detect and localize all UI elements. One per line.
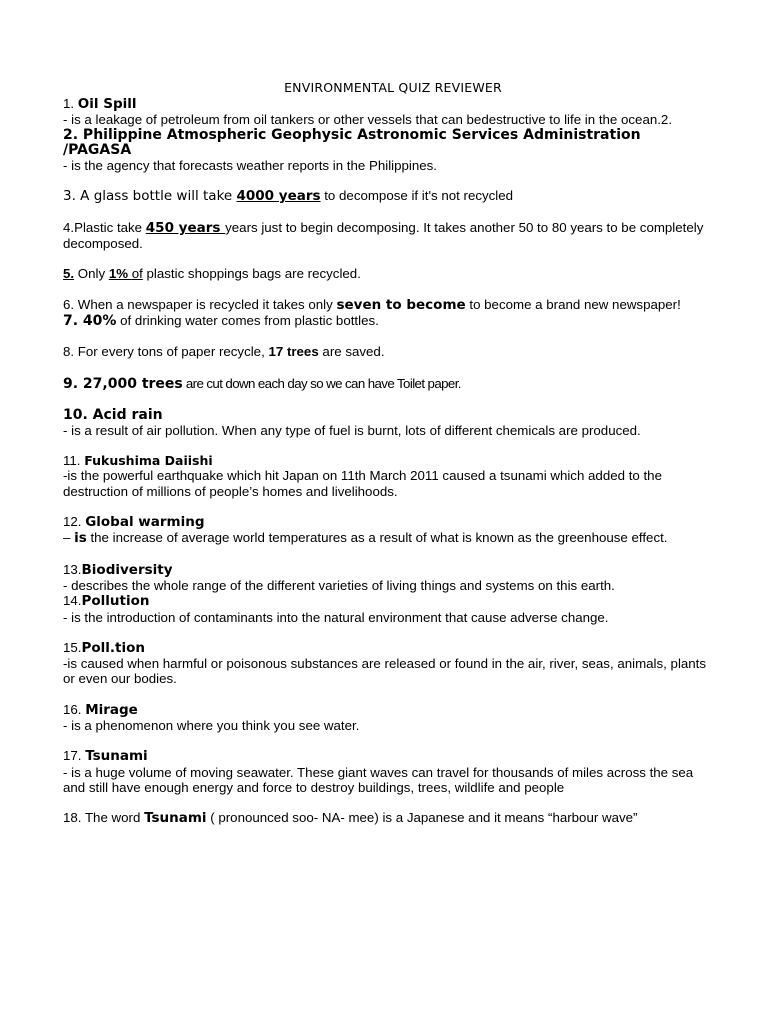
item-18-text-a: 18. The word [63,810,145,826]
item-5-key: 1% [108,266,132,282]
item-1-heading [63,96,713,112]
item-7 [63,313,713,329]
item-17-description: - is a huge volume of moving seawater. These giant waves can travel for thousands of miles across the sea and still have enough energy and force to destroy buildings, trees, wildlife and people [63,764,694,795]
item-5-text-b: of [131,266,143,282]
item-2-heading: 2. Philippine Atmospheric Geophysic Astronomic Services Administration /PAGASA [63,126,641,158]
item-16-term: Mirage [85,701,138,718]
item-5-number: 5. [63,266,75,282]
item-4 [63,220,713,252]
item-12-text: the increase of average world temperatures as a result of what is known as the greenhouse effect. [86,530,668,546]
item-18 [63,810,713,826]
item-12-description [63,530,713,546]
item-9-text: are cut down each day so we can have Toilet paper. [182,375,461,391]
item-5-text-c: plastic shoppings bags are recycled. [142,266,361,282]
item-8-text-b: are saved. [318,344,385,360]
item-15-term: Poll.tion [81,639,146,656]
item-9 [63,375,713,393]
item-15-description: -is caused when harmful or poisonous substances are released or found in the air, river, seas, animals, plants or even our bodies. [63,656,707,687]
item-5-text-a: Only [74,266,109,282]
item-14-description: - is the introduction of contaminants into the natural environment that cause adverse change. [63,609,609,625]
item-2-description: - is the agency that forecasts weather reports in the Philippines. [63,158,437,174]
item-3-text-a: 3. A glass bottle will take [63,188,237,205]
item-11-term: Fukushima Daiishi [84,453,213,469]
item-13-heading [63,562,713,578]
item-13-number: 13. [63,561,82,577]
item-8-text-a: 8. For every tons of paper recycle, [63,344,269,360]
item-3-text-b: to decompose if it's not recycled [320,188,514,204]
item-4-text-b: years just to begin decomposing. It takes another 50 to 80 years to be completely decomposed. [63,219,704,252]
item-13-term: Biodiversity [81,561,173,578]
item-14-number: 14. [63,593,82,609]
item-4-text-a: 4.Plastic take [63,219,146,235]
item-17-number: 17. [63,748,86,764]
item-18-term: Tsunami [144,810,207,827]
item-1-term: Oil Spill [77,96,137,112]
item-12-is: is [74,530,87,547]
item-6 [63,297,713,313]
item-7-text: of drinking water comes from plastic bottles. [116,312,379,328]
document-title: ENVIRONMENTAL QUIZ REVIEWER [284,80,502,95]
item-6-text-b: to become a brand new newspaper! [465,296,681,312]
item-9-key: 9. 27,000 trees [63,375,183,392]
item-15-number: 15. [63,639,82,655]
item-1-number: 1. [63,96,75,111]
item-13-description: - describes the whole range of the different varieties of living things and systems on this earth. [63,577,615,593]
item-10-heading: 10. Acid rain [63,406,163,423]
item-14-term: Pollution [81,593,150,610]
item-14-heading [63,593,713,609]
item-8-key: 17 trees [268,344,319,360]
item-6-text-a: 6. When a newspaper is recycled it takes only [63,296,337,312]
item-10-description: - is a result of air pollution. When any type of fuel is burnt, lots of different chemicals are produced. [63,422,641,438]
item-16-number: 16. [63,701,86,717]
item-1-description: - is a leakage of petroleum from oil tankers or other vessels that can bedestructive to life in the ocean.2. [63,112,673,128]
item-18-text-b: ( pronounced soo- NA- mee) is a Japanese and it means “harbour wave” [206,810,638,826]
item-4-key: 450 years [145,219,226,236]
item-12-number: 12. [63,514,86,530]
item-17-term: Tsunami [85,748,148,765]
item-12-dash: – [63,530,75,546]
item-3 [63,188,713,204]
item-17-heading [63,748,713,764]
item-12-term: Global warming [85,514,205,531]
document-page [63,80,713,827]
item-12-heading [63,514,713,530]
item-16-heading [63,702,713,718]
item-11-number: 11. [63,453,85,469]
item-11-heading [63,453,713,468]
item-8 [63,344,713,359]
item-6-key: seven to become [336,296,466,313]
item-15-heading [63,640,713,656]
item-5 [63,266,713,281]
item-3-key: 4000 years [236,188,321,205]
item-11-description: -is the powerful earthquake which hit Japan on 11th March 2011 caused a tsunami which added to the destruction of millions of people’s homes and livelihoods. [63,468,662,499]
item-7-key: 7. 40% [63,312,117,329]
item-16-description: - is a phenomenon where you think you see water. [63,718,360,734]
